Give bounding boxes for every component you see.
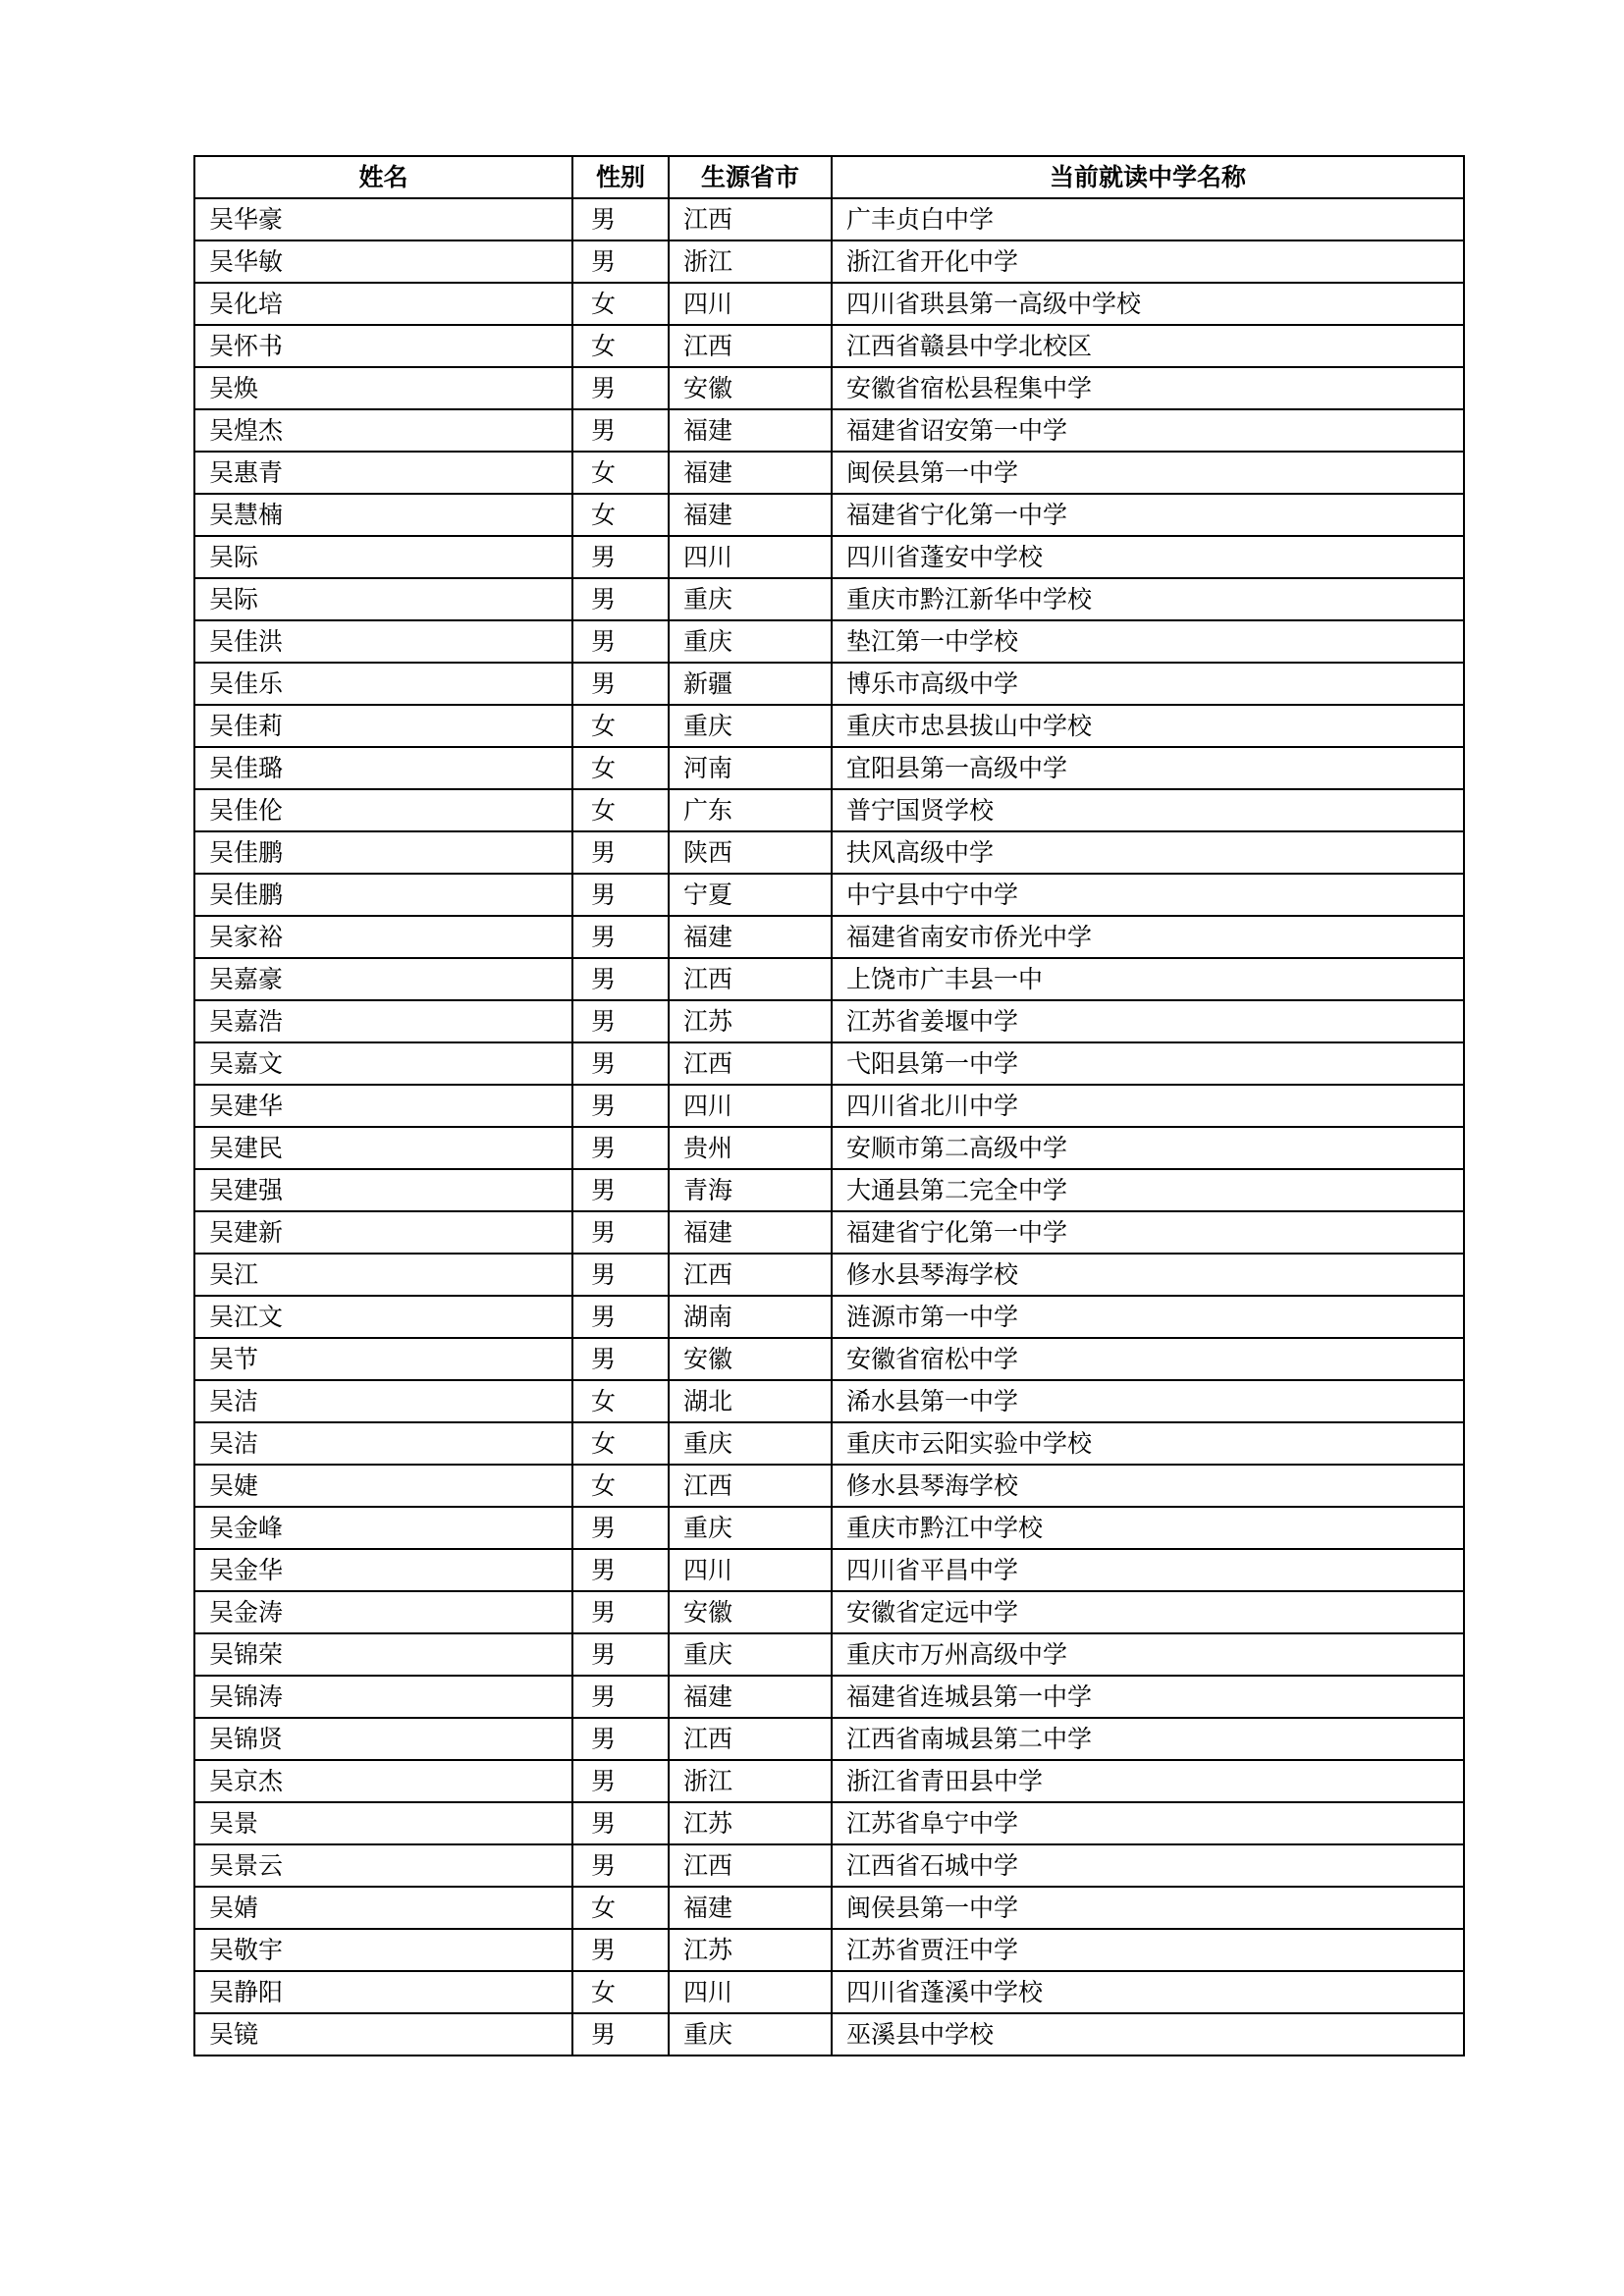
cell-province: 江西 <box>669 1254 832 1296</box>
table-row <box>194 1971 1464 2013</box>
cell-province: 新疆 <box>669 663 832 705</box>
table-row <box>194 1718 1464 1760</box>
table-row <box>194 325 1464 367</box>
cell-school: 江苏省贾汪中学 <box>832 1929 1464 1971</box>
cell-name: 吴华敏 <box>194 240 572 283</box>
table-row <box>194 1085 1464 1127</box>
cell-school: 浙江省青田县中学 <box>832 1760 1464 1802</box>
cell-gender: 女 <box>572 1465 669 1507</box>
cell-province: 重庆 <box>669 1507 832 1549</box>
table-row <box>194 1000 1464 1042</box>
cell-school: 中宁县中宁中学 <box>832 874 1464 916</box>
cell-name: 吴慧楠 <box>194 494 572 536</box>
cell-province: 福建 <box>669 916 832 958</box>
cell-school: 大通县第二完全中学 <box>832 1169 1464 1211</box>
cell-gender: 男 <box>572 1338 669 1380</box>
table-row <box>194 705 1464 747</box>
table-row <box>194 1380 1464 1422</box>
cell-name: 吴佳莉 <box>194 705 572 747</box>
cell-name: 吴节 <box>194 1338 572 1380</box>
cell-province: 重庆 <box>669 705 832 747</box>
cell-school: 江西省赣县中学北校区 <box>832 325 1464 367</box>
cell-gender: 男 <box>572 536 669 578</box>
cell-name: 吴建民 <box>194 1127 572 1169</box>
table-row <box>194 620 1464 663</box>
cell-name: 吴嘉文 <box>194 1042 572 1085</box>
table-row <box>194 1127 1464 1169</box>
cell-school: 闽侯县第一中学 <box>832 1887 1464 1929</box>
cell-school: 安徽省宿松中学 <box>832 1338 1464 1380</box>
cell-province: 江西 <box>669 1465 832 1507</box>
cell-school: 江西省石城中学 <box>832 1844 1464 1887</box>
cell-province: 重庆 <box>669 1422 832 1465</box>
cell-name: 吴惠青 <box>194 452 572 494</box>
cell-gender: 男 <box>572 1802 669 1844</box>
cell-province: 安徽 <box>669 367 832 409</box>
table-row <box>194 1676 1464 1718</box>
table-row <box>194 1760 1464 1802</box>
cell-name: 吴洁 <box>194 1380 572 1422</box>
cell-gender: 男 <box>572 831 669 874</box>
cell-gender: 男 <box>572 1844 669 1887</box>
cell-gender: 男 <box>572 578 669 620</box>
cell-school: 普宁国贤学校 <box>832 789 1464 831</box>
cell-school: 福建省宁化第一中学 <box>832 1211 1464 1254</box>
cell-province: 安徽 <box>669 1338 832 1380</box>
cell-gender: 男 <box>572 1760 669 1802</box>
table-row <box>194 1422 1464 1465</box>
cell-province: 江西 <box>669 1042 832 1085</box>
cell-name: 吴江文 <box>194 1296 572 1338</box>
table-row <box>194 240 1464 283</box>
cell-school: 四川省平昌中学 <box>832 1549 1464 1591</box>
table-row <box>194 367 1464 409</box>
cell-school: 广丰贞白中学 <box>832 198 1464 240</box>
cell-name: 吴锦贤 <box>194 1718 572 1760</box>
cell-name: 吴金峰 <box>194 1507 572 1549</box>
student-table <box>193 155 1465 2056</box>
cell-school: 重庆市黔江新华中学校 <box>832 578 1464 620</box>
cell-province: 四川 <box>669 1085 832 1127</box>
cell-province: 江苏 <box>669 1929 832 1971</box>
cell-gender: 女 <box>572 452 669 494</box>
cell-province: 四川 <box>669 283 832 325</box>
cell-gender: 男 <box>572 198 669 240</box>
cell-name: 吴景 <box>194 1802 572 1844</box>
table-row <box>194 578 1464 620</box>
cell-school: 四川省北川中学 <box>832 1085 1464 1127</box>
cell-name: 吴佳乐 <box>194 663 572 705</box>
cell-province: 福建 <box>669 452 832 494</box>
table-row <box>194 494 1464 536</box>
cell-province: 浙江 <box>669 1760 832 1802</box>
cell-name: 吴煌杰 <box>194 409 572 452</box>
cell-province: 重庆 <box>669 2013 832 2056</box>
cell-school: 重庆市黔江中学校 <box>832 1507 1464 1549</box>
cell-name: 吴建新 <box>194 1211 572 1254</box>
cell-province: 江西 <box>669 958 832 1000</box>
cell-school: 四川省蓬溪中学校 <box>832 1971 1464 2013</box>
cell-gender: 女 <box>572 705 669 747</box>
table-row <box>194 1211 1464 1254</box>
cell-province: 福建 <box>669 494 832 536</box>
cell-school: 修水县琴海学校 <box>832 1254 1464 1296</box>
table-row <box>194 1633 1464 1676</box>
cell-school: 江苏省姜堰中学 <box>832 1000 1464 1042</box>
table-row <box>194 1254 1464 1296</box>
cell-name: 吴际 <box>194 578 572 620</box>
cell-name: 吴洁 <box>194 1422 572 1465</box>
cell-school: 重庆市云阳实验中学校 <box>832 1422 1464 1465</box>
header-school: 当前就读中学名称 <box>832 156 1464 198</box>
cell-name: 吴江 <box>194 1254 572 1296</box>
cell-gender: 男 <box>572 916 669 958</box>
cell-school: 宜阳县第一高级中学 <box>832 747 1464 789</box>
cell-gender: 男 <box>572 1254 669 1296</box>
cell-gender: 男 <box>572 1127 669 1169</box>
cell-name: 吴佳洪 <box>194 620 572 663</box>
cell-gender: 男 <box>572 1633 669 1676</box>
cell-gender: 男 <box>572 1169 669 1211</box>
cell-gender: 男 <box>572 1676 669 1718</box>
cell-gender: 男 <box>572 409 669 452</box>
cell-school: 修水县琴海学校 <box>832 1465 1464 1507</box>
cell-gender: 男 <box>572 1211 669 1254</box>
cell-name: 吴金华 <box>194 1549 572 1591</box>
cell-school: 福建省诏安第一中学 <box>832 409 1464 452</box>
table-row <box>194 874 1464 916</box>
cell-name: 吴镜 <box>194 2013 572 2056</box>
table-row <box>194 1507 1464 1549</box>
cell-gender: 女 <box>572 283 669 325</box>
cell-school: 安徽省定远中学 <box>832 1591 1464 1633</box>
cell-school: 闽侯县第一中学 <box>832 452 1464 494</box>
cell-name: 吴怀书 <box>194 325 572 367</box>
table-row <box>194 789 1464 831</box>
table-row <box>194 1338 1464 1380</box>
cell-name: 吴婧 <box>194 1887 572 1929</box>
cell-name: 吴金涛 <box>194 1591 572 1633</box>
cell-gender: 男 <box>572 240 669 283</box>
cell-gender: 男 <box>572 1718 669 1760</box>
cell-province: 江西 <box>669 325 832 367</box>
cell-school: 上饶市广丰县一中 <box>832 958 1464 1000</box>
cell-school: 福建省连城县第一中学 <box>832 1676 1464 1718</box>
cell-province: 四川 <box>669 1971 832 2013</box>
table-row <box>194 958 1464 1000</box>
table-row <box>194 536 1464 578</box>
cell-province: 江西 <box>669 1718 832 1760</box>
table-row <box>194 916 1464 958</box>
cell-name: 吴嘉浩 <box>194 1000 572 1042</box>
cell-gender: 女 <box>572 1887 669 1929</box>
cell-province: 重庆 <box>669 1633 832 1676</box>
cell-school: 安徽省宿松县程集中学 <box>832 367 1464 409</box>
cell-province: 重庆 <box>669 620 832 663</box>
cell-school: 弋阳县第一中学 <box>832 1042 1464 1085</box>
cell-name: 吴际 <box>194 536 572 578</box>
cell-gender: 男 <box>572 663 669 705</box>
cell-province: 江苏 <box>669 1000 832 1042</box>
cell-name: 吴佳伦 <box>194 789 572 831</box>
cell-gender: 男 <box>572 1042 669 1085</box>
table-row <box>194 1169 1464 1211</box>
table-row <box>194 1887 1464 1929</box>
cell-name: 吴嘉豪 <box>194 958 572 1000</box>
cell-province: 福建 <box>669 1676 832 1718</box>
cell-name: 吴佳鹏 <box>194 831 572 874</box>
cell-name: 吴京杰 <box>194 1760 572 1802</box>
cell-name: 吴建华 <box>194 1085 572 1127</box>
cell-school: 重庆市万州高级中学 <box>832 1633 1464 1676</box>
table-row <box>194 1042 1464 1085</box>
cell-gender: 男 <box>572 1929 669 1971</box>
cell-name: 吴景云 <box>194 1844 572 1887</box>
cell-gender: 女 <box>572 789 669 831</box>
cell-gender: 男 <box>572 958 669 1000</box>
cell-province: 江苏 <box>669 1802 832 1844</box>
cell-province: 福建 <box>669 1887 832 1929</box>
cell-gender: 男 <box>572 1085 669 1127</box>
cell-name: 吴锦荣 <box>194 1633 572 1676</box>
table-row <box>194 831 1464 874</box>
cell-gender: 女 <box>572 1971 669 2013</box>
header-province: 生源省市 <box>669 156 832 198</box>
cell-school: 福建省宁化第一中学 <box>832 494 1464 536</box>
cell-gender: 男 <box>572 367 669 409</box>
cell-school: 江西省南城县第二中学 <box>832 1718 1464 1760</box>
cell-school: 巫溪县中学校 <box>832 2013 1464 2056</box>
table-row <box>194 1929 1464 1971</box>
cell-province: 四川 <box>669 536 832 578</box>
cell-province: 广东 <box>669 789 832 831</box>
cell-school: 垫江第一中学校 <box>832 620 1464 663</box>
cell-name: 吴建强 <box>194 1169 572 1211</box>
cell-name: 吴锦涛 <box>194 1676 572 1718</box>
cell-province: 四川 <box>669 1549 832 1591</box>
cell-name: 吴家裕 <box>194 916 572 958</box>
cell-name: 吴焕 <box>194 367 572 409</box>
table-row <box>194 409 1464 452</box>
cell-name: 吴静阳 <box>194 1971 572 2013</box>
cell-school: 四川省蓬安中学校 <box>832 536 1464 578</box>
cell-gender: 女 <box>572 1422 669 1465</box>
cell-name: 吴化培 <box>194 283 572 325</box>
cell-name: 吴佳璐 <box>194 747 572 789</box>
table-row <box>194 198 1464 240</box>
table-row <box>194 663 1464 705</box>
header-gender: 性别 <box>572 156 669 198</box>
cell-school: 浠水县第一中学 <box>832 1380 1464 1422</box>
cell-province: 贵州 <box>669 1127 832 1169</box>
cell-province: 江西 <box>669 198 832 240</box>
cell-name: 吴敬宇 <box>194 1929 572 1971</box>
cell-province: 陕西 <box>669 831 832 874</box>
cell-school: 安顺市第二高级中学 <box>832 1127 1464 1169</box>
cell-gender: 男 <box>572 1000 669 1042</box>
cell-school: 涟源市第一中学 <box>832 1296 1464 1338</box>
cell-gender: 男 <box>572 2013 669 2056</box>
cell-province: 重庆 <box>669 578 832 620</box>
header-name: 姓名 <box>194 156 572 198</box>
cell-province: 湖南 <box>669 1296 832 1338</box>
cell-province: 河南 <box>669 747 832 789</box>
cell-school: 江苏省阜宁中学 <box>832 1802 1464 1844</box>
cell-gender: 男 <box>572 620 669 663</box>
cell-province: 湖北 <box>669 1380 832 1422</box>
cell-school: 扶风高级中学 <box>832 831 1464 874</box>
cell-school: 博乐市高级中学 <box>832 663 1464 705</box>
cell-province: 青海 <box>669 1169 832 1211</box>
table-body <box>194 198 1464 2056</box>
cell-gender: 男 <box>572 1296 669 1338</box>
cell-province: 福建 <box>669 409 832 452</box>
cell-gender: 男 <box>572 1549 669 1591</box>
table-row <box>194 283 1464 325</box>
table-row <box>194 1549 1464 1591</box>
cell-gender: 男 <box>572 874 669 916</box>
table-row <box>194 1465 1464 1507</box>
table-row <box>194 1591 1464 1633</box>
cell-province: 福建 <box>669 1211 832 1254</box>
table-header-row <box>194 156 1464 198</box>
cell-school: 浙江省开化中学 <box>832 240 1464 283</box>
table-row <box>194 452 1464 494</box>
cell-gender: 女 <box>572 325 669 367</box>
cell-gender: 女 <box>572 1380 669 1422</box>
cell-gender: 男 <box>572 1507 669 1549</box>
table-row <box>194 2013 1464 2056</box>
table-row <box>194 747 1464 789</box>
cell-province: 安徽 <box>669 1591 832 1633</box>
table-row <box>194 1296 1464 1338</box>
cell-gender: 男 <box>572 1591 669 1633</box>
cell-name: 吴婕 <box>194 1465 572 1507</box>
cell-gender: 女 <box>572 494 669 536</box>
table-row <box>194 1802 1464 1844</box>
cell-school: 重庆市忠县拔山中学校 <box>832 705 1464 747</box>
cell-province: 浙江 <box>669 240 832 283</box>
cell-school: 四川省珙县第一高级中学校 <box>832 283 1464 325</box>
cell-gender: 女 <box>572 747 669 789</box>
cell-province: 江西 <box>669 1844 832 1887</box>
cell-province: 宁夏 <box>669 874 832 916</box>
table-row <box>194 1844 1464 1887</box>
cell-name: 吴华豪 <box>194 198 572 240</box>
cell-school: 福建省南安市侨光中学 <box>832 916 1464 958</box>
cell-name: 吴佳鹏 <box>194 874 572 916</box>
